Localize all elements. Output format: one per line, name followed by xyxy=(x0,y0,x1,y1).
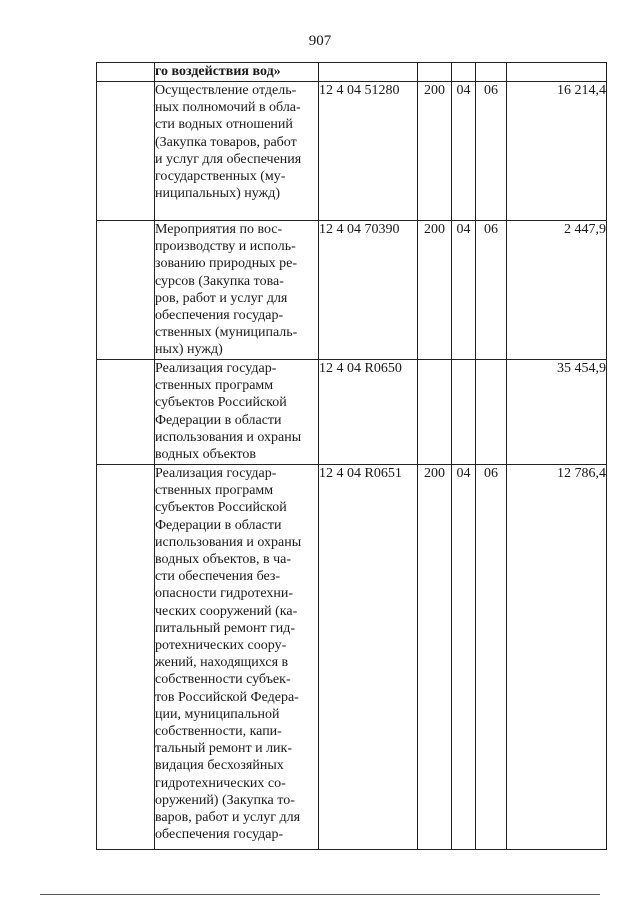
pr-cell: 06 xyxy=(476,465,507,850)
row-name-line: ческих сооружений (ка- xyxy=(155,603,298,619)
empty-cell xyxy=(97,221,155,360)
rz-cell xyxy=(452,360,476,465)
row-name-line: сти водных отношений xyxy=(155,117,293,133)
row-name-line: Реализация государ- xyxy=(155,466,277,481)
pr-cell xyxy=(476,63,507,82)
row-name-line: питальный ремонт гид- xyxy=(155,620,296,636)
row-name-line: ров, работ и услуг для xyxy=(155,290,288,306)
empty-cell xyxy=(97,360,155,465)
rz-cell: 04 xyxy=(452,465,476,850)
row-name-line: Федерации в области xyxy=(155,517,282,533)
row-name-line: го воздействия вод» xyxy=(155,64,281,79)
budget-table xyxy=(96,62,607,850)
csr-code-cell: 12 4 04 70390 xyxy=(319,221,418,360)
row-name-line: тов Российской Федера- xyxy=(155,689,299,705)
bottom-rule xyxy=(40,894,600,895)
vr-cell xyxy=(418,360,452,465)
row-name-line: видация бесхозяйных xyxy=(155,758,284,774)
sum-cell: 12 786,4 xyxy=(507,465,607,850)
row-name-line: жений, находящихся в xyxy=(155,655,289,671)
row-name-line: водных объектов, в ча- xyxy=(155,552,292,568)
row-name-cell xyxy=(155,63,319,82)
table-row xyxy=(97,360,607,465)
sum-cell xyxy=(507,63,607,82)
row-name-line: субъектов Российской xyxy=(155,500,287,516)
pr-cell: 06 xyxy=(476,82,507,221)
vr-cell xyxy=(418,63,452,82)
row-name-line: Мероприятия по вос- xyxy=(155,222,283,237)
row-name-line: обеспечения государ- xyxy=(155,308,284,324)
csr-code-cell: 12 4 04 R0651 xyxy=(319,465,418,850)
row-name-line: тальный ремонт и лик- xyxy=(155,741,293,757)
table-row xyxy=(97,82,607,221)
row-name-line: водных объектов xyxy=(155,447,257,463)
pr-cell: 06 xyxy=(476,221,507,360)
row-name-line: производству и исполь- xyxy=(155,239,296,255)
row-name-line: и услуг для обеспечения xyxy=(155,151,302,167)
csr-code-cell: 12 4 04 51280 xyxy=(319,82,418,221)
row-name-line: ции, муниципальной xyxy=(155,706,280,722)
row-name-line: ротехнических соору- xyxy=(155,638,287,654)
row-name-line: ственных программ xyxy=(155,483,274,499)
csr-code-cell xyxy=(319,63,418,82)
rz-cell: 04 xyxy=(452,221,476,360)
row-name-line: использования и охраны xyxy=(155,534,302,550)
row-name-line: государственных (му- xyxy=(155,169,286,185)
rz-cell: 04 xyxy=(452,82,476,221)
row-name-line: гидротехнических со- xyxy=(155,775,286,791)
vr-cell: 200 xyxy=(418,221,452,360)
row-name-line: ниципальных) нужд) xyxy=(155,186,280,202)
row-name-line: Федерации в области xyxy=(155,412,282,428)
row-name-line: ных) нужд) xyxy=(155,342,223,358)
row-name-line: (Закупка товаров, работ xyxy=(155,134,297,150)
sum-cell: 2 447,9 xyxy=(507,221,607,360)
row-name-line: оружений) (Закупка то- xyxy=(155,792,295,808)
row-name-line: Осуществление отдель- xyxy=(155,83,297,98)
row-name-cell xyxy=(155,221,319,360)
page-number: 907 xyxy=(308,33,332,49)
row-name-line: субъектов Российской xyxy=(155,395,287,411)
vr-cell: 200 xyxy=(418,82,452,221)
empty-cell xyxy=(97,63,155,82)
rz-cell xyxy=(452,63,476,82)
row-name-cell xyxy=(155,82,319,221)
row-name-line: ных полномочий в обла- xyxy=(155,100,301,116)
row-name-line: собственности субъек- xyxy=(155,672,291,688)
row-name-line: сурсов (Закупка това- xyxy=(155,273,284,289)
pr-cell xyxy=(476,360,507,465)
empty-cell xyxy=(97,465,155,850)
sum-cell: 35 454,9 xyxy=(507,360,607,465)
table-row xyxy=(97,63,607,82)
vr-cell: 200 xyxy=(418,465,452,850)
row-name-line: ственных программ xyxy=(155,378,274,394)
budget-table-body xyxy=(97,63,607,850)
row-name-line: варов, работ и услуг для xyxy=(155,810,301,826)
row-name-cell xyxy=(155,465,319,850)
row-name-line: опасности гидротехни- xyxy=(155,586,294,602)
table-row xyxy=(97,465,607,850)
empty-cell xyxy=(97,82,155,221)
table-row xyxy=(97,221,607,360)
row-name-line: обеспечения государ- xyxy=(155,827,284,843)
row-name-line: собственности, капи- xyxy=(155,724,282,740)
sum-cell: 16 214,4 xyxy=(507,82,607,221)
row-name-line: зованию природных ре- xyxy=(155,256,298,272)
row-name-line: Реализация государ- xyxy=(155,361,277,376)
row-name-cell xyxy=(155,360,319,465)
row-name-line: сти обеспечения без- xyxy=(155,569,281,585)
row-name-line: ственных (муниципаль- xyxy=(155,325,298,341)
csr-code-cell: 12 4 04 R0650 xyxy=(319,360,418,465)
row-name-line: использования и охраны xyxy=(155,429,302,445)
